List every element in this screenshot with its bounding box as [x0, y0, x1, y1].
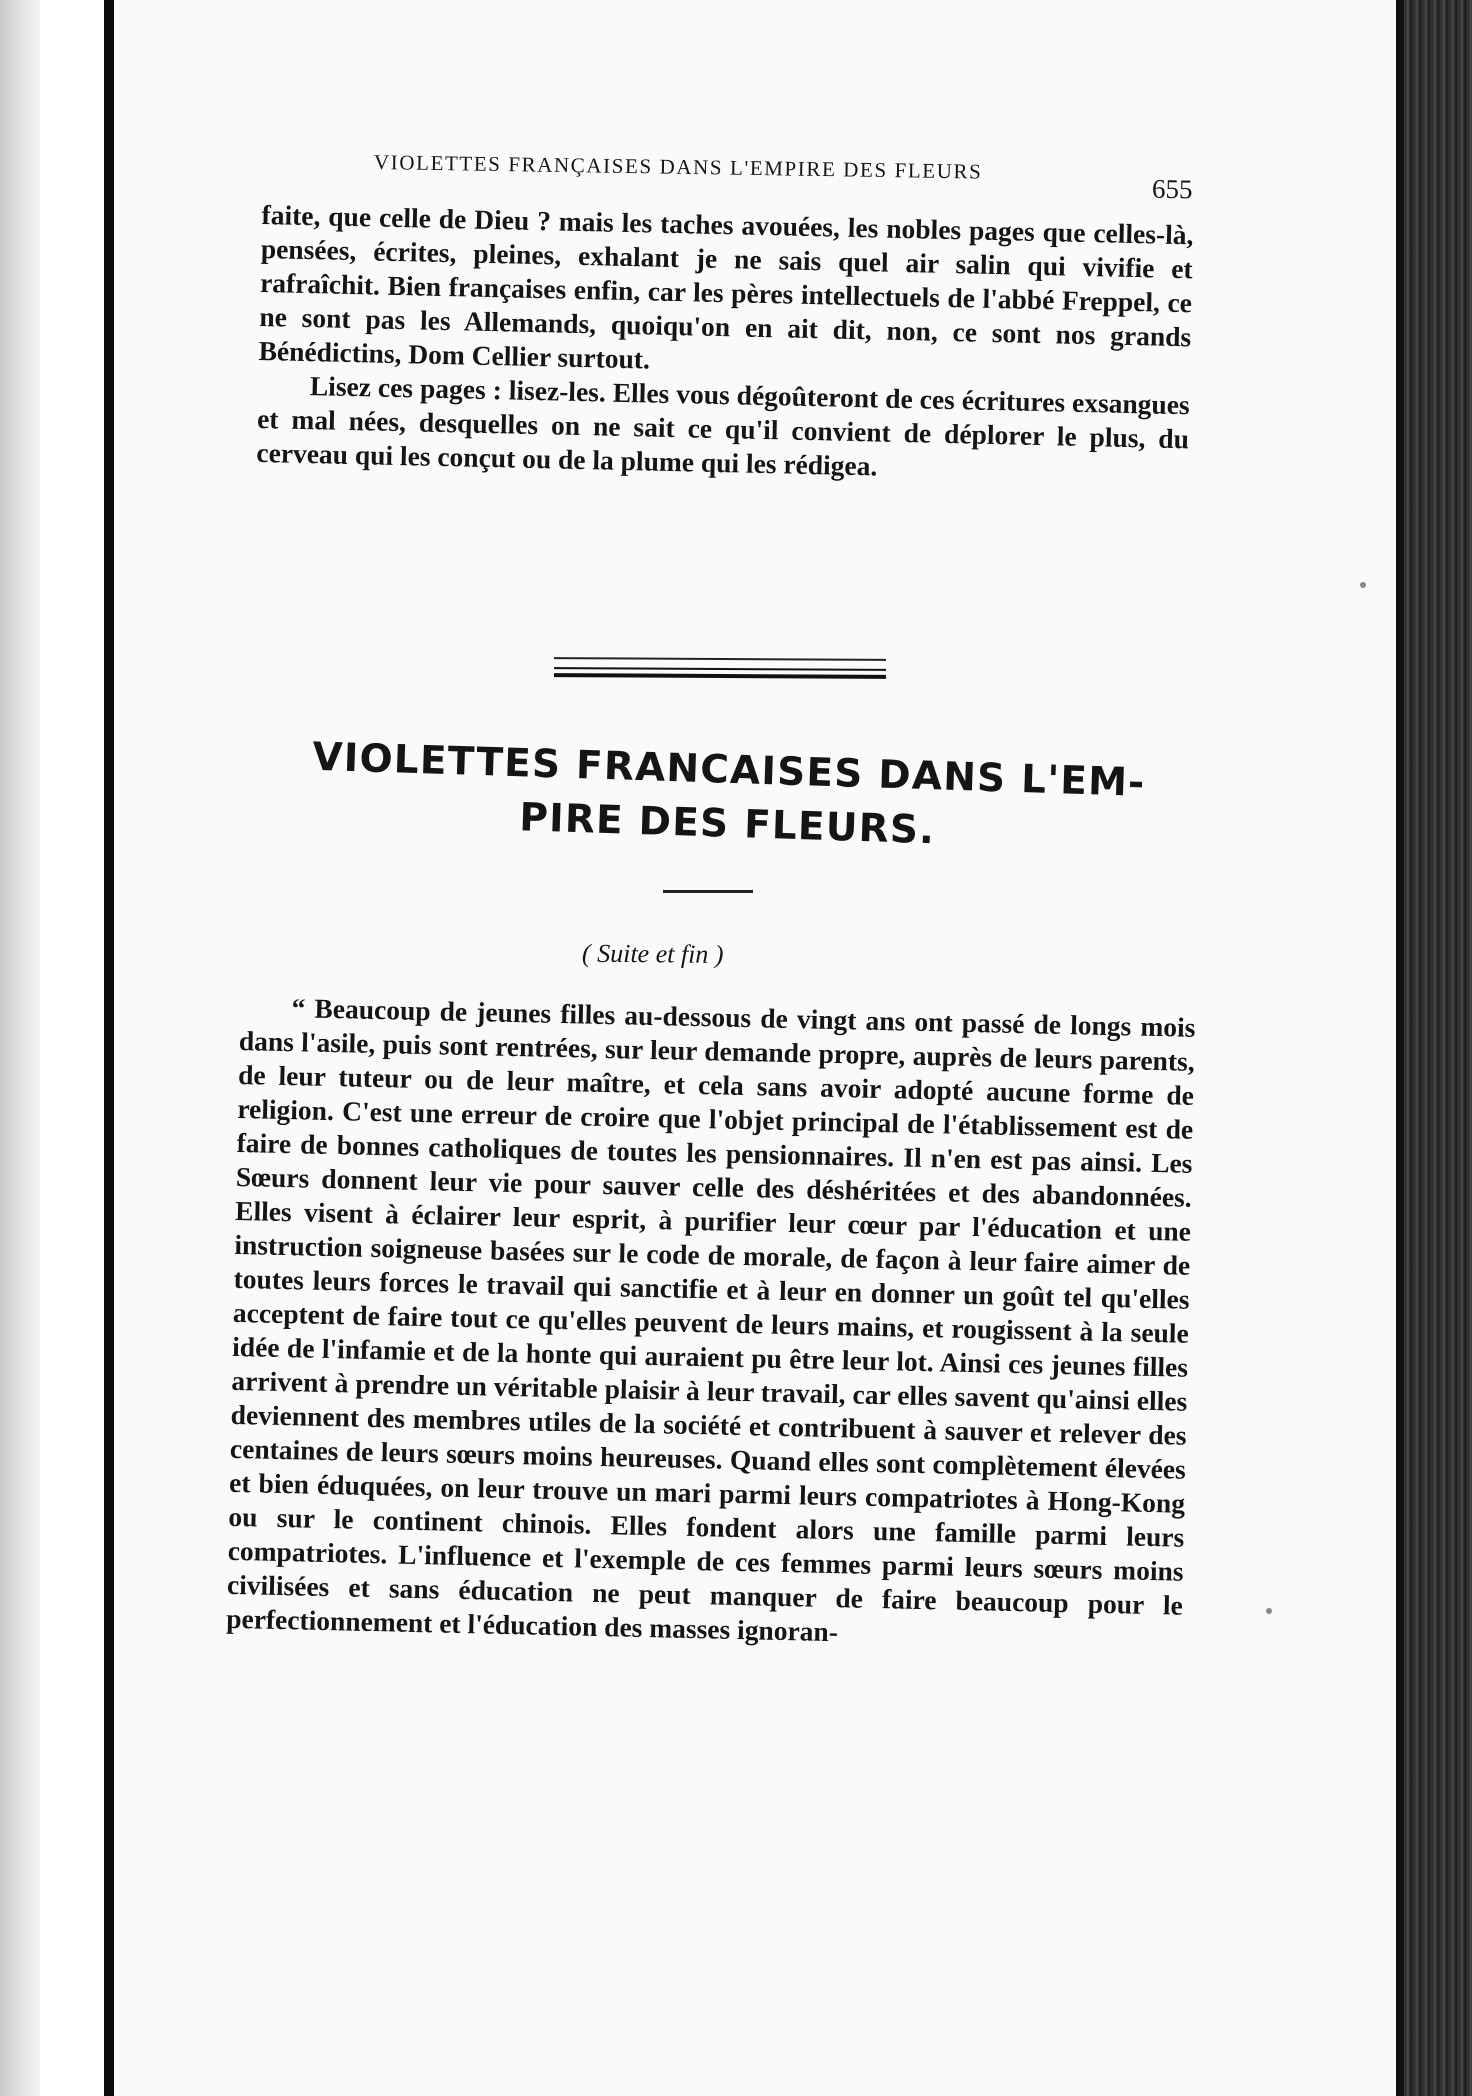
section-divider-thick [554, 667, 886, 679]
running-head: VIOLETTES FRANÇAISES DANS L'EMPIRE DES FLEURS [373, 150, 983, 184]
paragraph: Lisez ces pages : lisez-les. Elles vous dégoûteront de ces écritures exsangues et mal nées, desquelles on ne sait ce qu'il convient de déplorer le plus, du cerveau qui les conçut ou de la plume qui les rédigea. [256, 370, 1191, 482]
speck [1266, 1608, 1272, 1614]
book-gutter [104, 0, 114, 2096]
article-subtitle: ( Suite et fin ) [581, 938, 724, 969]
title-rule [663, 890, 753, 893]
preceding-article-text [256, 198, 1194, 490]
article-title-line: VIOLETTES FRANCAISES DANS L'EM- [311, 734, 1147, 806]
paragraph: “ Beaucoup de jeunes filles au-dessous de vingt ans ont passé de longs mois dans l'asile, puis sont rentrées, sur leur demande propre, auprès de leurs parents, de leur tuteur ou de leur maître, et cela sans avoir adopté aucune forme de religion. C'est une erreur de croire que l'objet principal de l'établissement est de faire de bonnes catholiques de toutes les pensionnaires. Il n'en est pas ainsi. Les Sœurs donnent leur vie pour sauver celle des déshéritées et des abandonnées. Elles visent à éclairer leur esprit, à purifier leur cœur par l'éducation et une instruction soigneuse basées sur le code de morale, de façon à leur faire aimer de toutes leurs forces le travail qui sanctifie et à leur en donner un goût tel qu'elles acceptent de faire tout ce qu'elles peuvent de leurs mains, et rougissent à la seule idée de l'infamie et de la honte qui auraient pu être leur lot. Ainsi ces jeunes filles arrivent à prendre un véritable plaisir à leur travail, car elles savent qu'ainsi elles deviennent des membres utiles de la société et contribuent à sauver et relever des centaines de leurs sœurs moins heureuses. Quand elles sont complètement élevées et bien éduquées, on leur trouve un mari parmi leurs compatriotes à Hong-Kong ou sur le continent chinois. Elles fondent alors une famille parmi leurs compatriotes. L'influence et l'exemple de ces femmes parmi leurs sœurs moins civilisées et sans éducation ne peut manquer de faire beaucoup pour le perfectionnement et l'éducation des masses ignoran- [225, 992, 1196, 1648]
facing-page-edge [0, 0, 40, 2096]
page-stack-edge [1396, 0, 1472, 2096]
paragraph: faite, que celle de Dieu ? mais les taches avouées, les nobles pages que celles-là, pensées, écrites, pleines, exhalant je ne sais quel air salin qui vivifie et rafraîchit. Bien françaises enfin, car les pères intellectuels de l'abbé Freppel, ce ne sont pas les Allemands, quoiqu'on en ait dit, non, ce sont nos grands Bénédictins, Dom Cellier surtout. [258, 198, 1194, 375]
page-number: 655 [1151, 173, 1193, 205]
article-title-line: PIRE DES FLEURS. [518, 795, 936, 854]
article-body [226, 990, 1196, 1657]
speck [1360, 582, 1366, 588]
